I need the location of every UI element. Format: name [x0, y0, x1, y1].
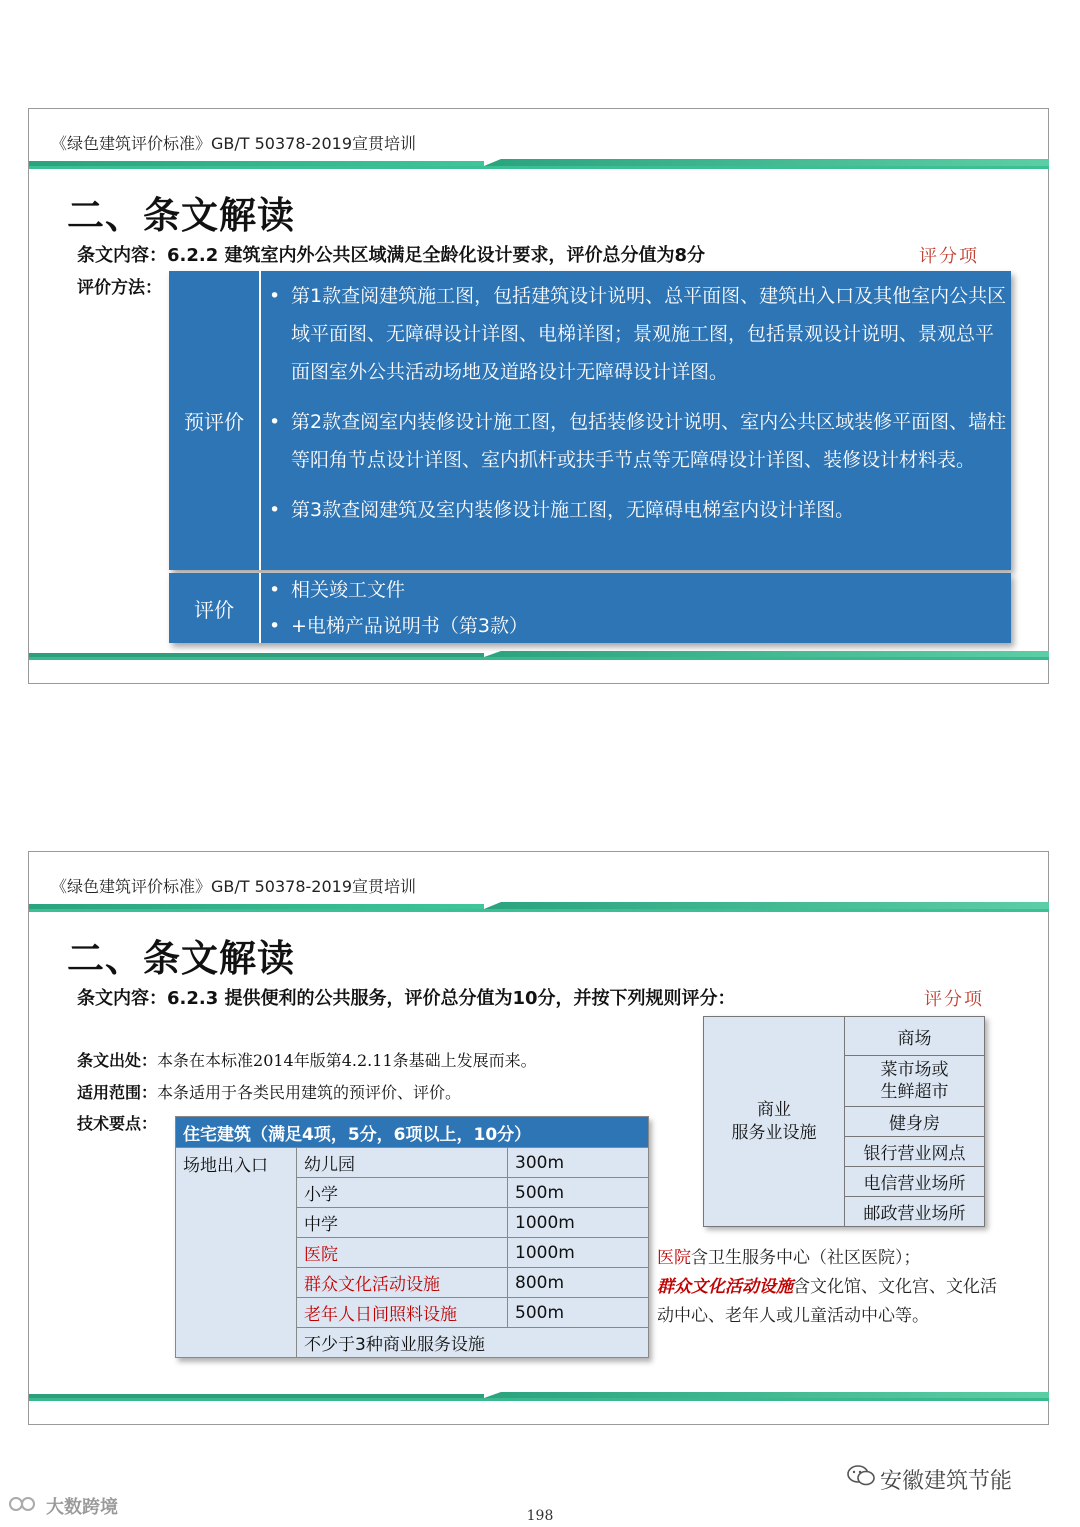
facility-distance: 1000m: [508, 1208, 649, 1238]
clause-content: 条文内容：6.2.2 建筑室内外公共区域满足全龄化设计要求，评价总分值为8分: [77, 245, 706, 266]
facility-distance: 300m: [508, 1148, 649, 1178]
wechat-icon: [846, 1463, 876, 1495]
facility-distance: 800m: [508, 1268, 649, 1298]
header-divider-line: [29, 166, 1049, 169]
header-divider-line: [29, 909, 1049, 912]
note-culture: 群众文化活动设施: [657, 1277, 793, 1297]
watermark-right: [846, 1463, 1012, 1495]
source-label: 条文出处：: [77, 1051, 158, 1070]
pre-eval-item-1: • 第1款查阅建筑施工图，包括建筑设计说明、总平面图、建筑出入口及其他室内公共区域平面图、无障碍设计详图、电梯详图；景观施工图，包括景观设计说明、景观总平面图室外公共活动场地及道路设计无障碍设计详图。: [269, 277, 1011, 391]
page-number: 198: [526, 1508, 554, 1524]
commerce-item: 邮政营业场所: [845, 1197, 985, 1227]
score-tag: 评分项: [924, 989, 984, 1010]
tech-label: 技术要点：: [77, 1114, 158, 1133]
facility-distance: 500m: [508, 1178, 649, 1208]
table-header: 住宅建筑（满足4项，5分，6项以上，10分）: [176, 1117, 649, 1148]
facility-name: 不少于3种商业服务设施: [297, 1328, 649, 1358]
eval-item-1: • 相关竣工文件: [269, 572, 1011, 608]
commerce-item: 菜市场或 生鲜超市: [845, 1056, 985, 1107]
eval-item-2: • +电梯产品说明书（第3款）: [269, 608, 1011, 644]
watermark-right-text: 安徽建筑节能: [880, 1468, 1013, 1494]
note-hospital-text: 含卫生服务中心（社区医院）；: [691, 1248, 921, 1268]
source-value: 本条在本标准2014年版第4.2.11条基础上发展而来。: [157, 1051, 537, 1070]
facility-distance: 500m: [508, 1298, 649, 1328]
facility-name: 医院: [297, 1238, 508, 1268]
footer-divider: [29, 653, 1049, 659]
slide-header: 《绿色建筑评价标准》GB/T 50378-2019宣贯培训: [51, 134, 417, 153]
row-label: 场地出入口: [176, 1148, 297, 1358]
watermark-left-text: 大数跨境: [46, 1497, 118, 1518]
facility-name: 群众文化活动设施: [297, 1268, 508, 1298]
slide-title: 二、条文解读: [67, 937, 295, 980]
note-hospital: 医院: [657, 1248, 691, 1268]
commerce-item: 银行营业网点: [845, 1137, 985, 1167]
table-row: [176, 1148, 649, 1178]
pre-eval-block: [169, 271, 1011, 570]
pre-eval-item-3: • 第3款查阅建筑及室内装修设计施工图，无障碍电梯室内设计详图。: [269, 491, 1011, 529]
slide-6-2-2: [28, 108, 1049, 684]
source-line: [77, 1048, 537, 1071]
facility-name: 老年人日间照料设施: [297, 1298, 508, 1328]
commerce-facility-table: [703, 1016, 985, 1227]
slide-6-2-3: [28, 851, 1049, 1425]
score-tag: 评分项: [919, 246, 979, 267]
facility-name: 中学: [297, 1208, 508, 1238]
header-divider-accent: [484, 902, 1049, 909]
footnote: [657, 1244, 997, 1331]
commerce-item: 商场: [845, 1017, 985, 1056]
scope-label: 适用范围：: [77, 1083, 158, 1102]
commerce-item: 电信营业场所: [845, 1167, 985, 1197]
commerce-label: 商业 服务业设施: [704, 1017, 845, 1227]
residential-service-table: [175, 1116, 649, 1358]
method-label: 评价方法：: [77, 278, 162, 298]
clause-content: 条文内容：6.2.3 提供便利的公共服务，评价总分值为10分，并按下列规则评分：: [77, 988, 736, 1009]
eval-block: [169, 573, 1011, 643]
eval-label: 评价: [169, 573, 261, 643]
footer-divider: [29, 1394, 1049, 1400]
scope-value: 本条适用于各类民用建筑的预评价、评价。: [157, 1083, 462, 1102]
slide-header: 《绿色建筑评价标准》GB/T 50378-2019宣贯培训: [51, 877, 417, 896]
slide-title: 二、条文解读: [67, 194, 295, 237]
facility-name: 小学: [297, 1178, 508, 1208]
pre-eval-item-2: • 第2款查阅室内装修设计施工图，包括装修设计说明、室内公共区域装修平面图、墙柱等阳角节点设计详图、室内抓杆或扶手节点等无障碍设计详图、装修设计材料表。: [269, 403, 1011, 479]
header-divider-accent: [484, 159, 1049, 166]
commerce-item: 健身房: [845, 1107, 985, 1137]
scope-line: [77, 1080, 461, 1103]
facility-name: 幼儿园: [297, 1148, 508, 1178]
pre-eval-label: 预评价: [169, 271, 261, 570]
facility-distance: 1000m: [508, 1238, 649, 1268]
note-culture-text: 含文化馆、文化宫、文化活动中心、老年人或儿童活动中心等。: [657, 1277, 997, 1326]
